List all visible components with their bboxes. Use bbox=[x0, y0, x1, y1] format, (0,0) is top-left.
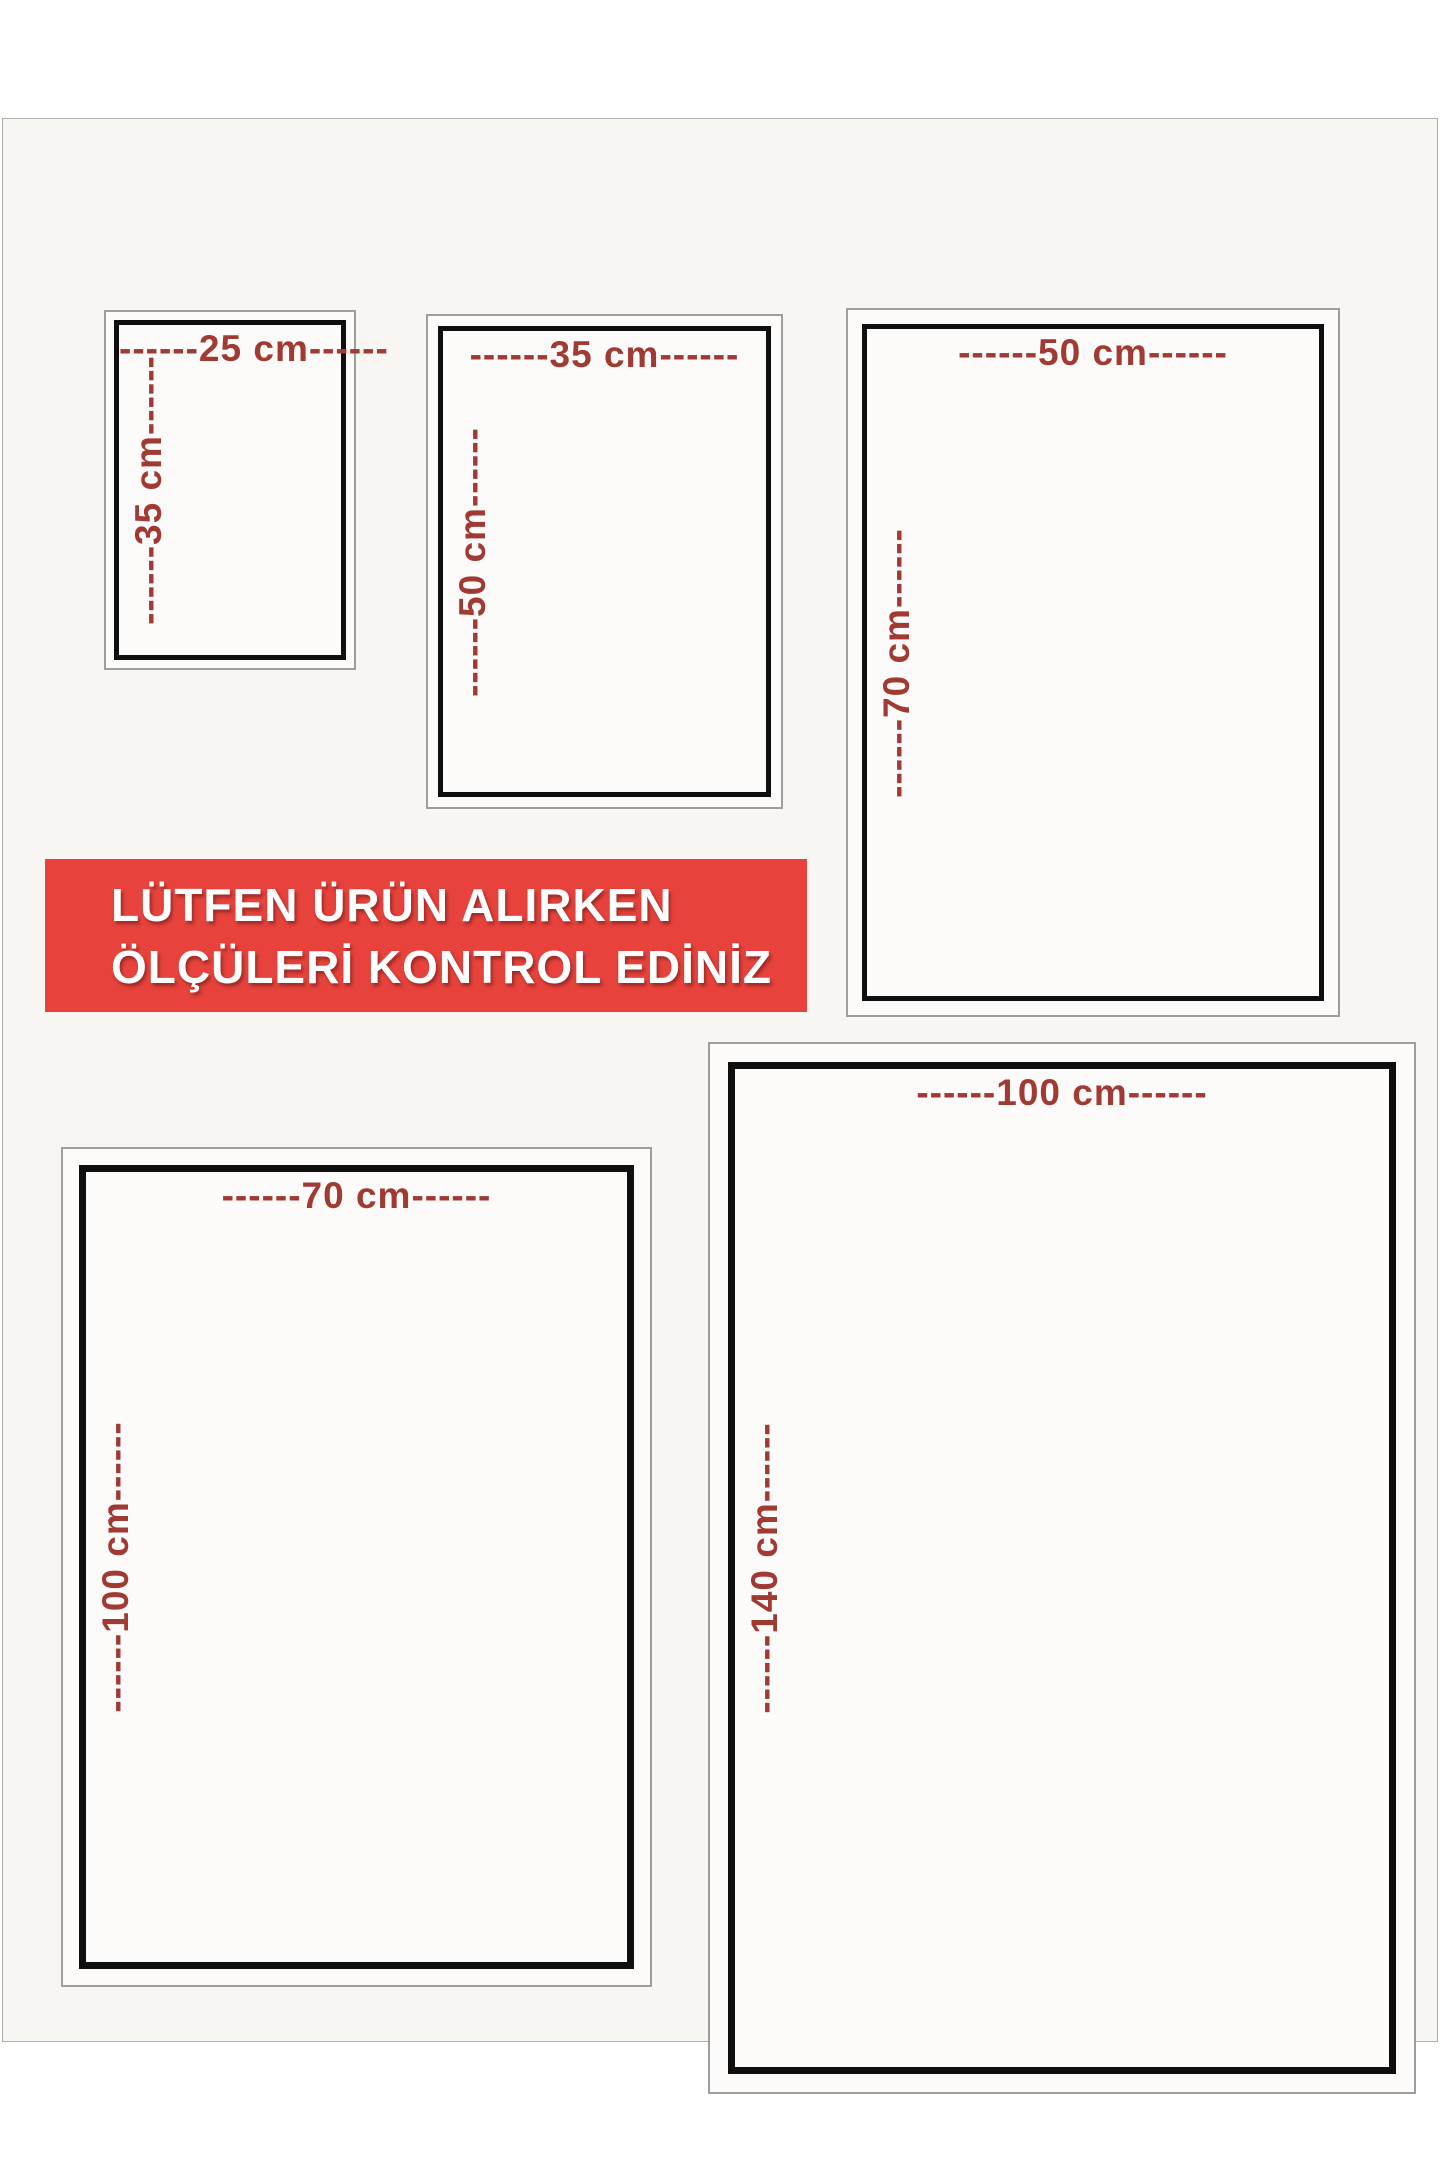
width-dimension-label: ------100 cm------ bbox=[916, 1072, 1208, 1113]
canvas-background bbox=[2, 118, 1438, 2042]
size-box-frame-70x100 bbox=[79, 1165, 634, 1969]
size-box-70x100 bbox=[61, 1147, 652, 1987]
size-box-50x70 bbox=[846, 308, 1340, 1017]
size-box-frame-25x35 bbox=[114, 320, 389, 660]
size-box-frame-35x50 bbox=[438, 326, 771, 797]
size-box-100x140 bbox=[708, 1042, 1416, 2094]
size-box-25x35 bbox=[104, 310, 389, 670]
width-dimension-label: ------70 cm------ bbox=[221, 1175, 492, 1216]
height-dimension-label: ------50 cm------ bbox=[452, 426, 493, 697]
height-dimension-label: ------140 cm------ bbox=[744, 1422, 785, 1714]
width-dimension-label: ------35 cm------ bbox=[469, 334, 740, 375]
size-box-frame-100x140 bbox=[728, 1062, 1396, 2074]
height-dimension-label: ------70 cm------ bbox=[876, 527, 917, 798]
notice-banner-line-2: ÖLÇÜLERİ KONTROL EDİNİZ bbox=[111, 940, 773, 993]
size-box-35x50 bbox=[426, 314, 783, 809]
width-dimension-label: ------50 cm------ bbox=[958, 332, 1228, 373]
size-box-frame-50x70 bbox=[862, 324, 1324, 1001]
notice-banner-line-1: LÜTFEN ÜRÜN ALIRKEN bbox=[111, 878, 673, 931]
notice-banner bbox=[45, 859, 807, 1012]
width-dimension-label: ------25 cm------ bbox=[119, 328, 389, 369]
height-dimension-label: ------35 cm------ bbox=[128, 355, 169, 625]
height-dimension-label: ------100 cm------ bbox=[95, 1421, 136, 1713]
